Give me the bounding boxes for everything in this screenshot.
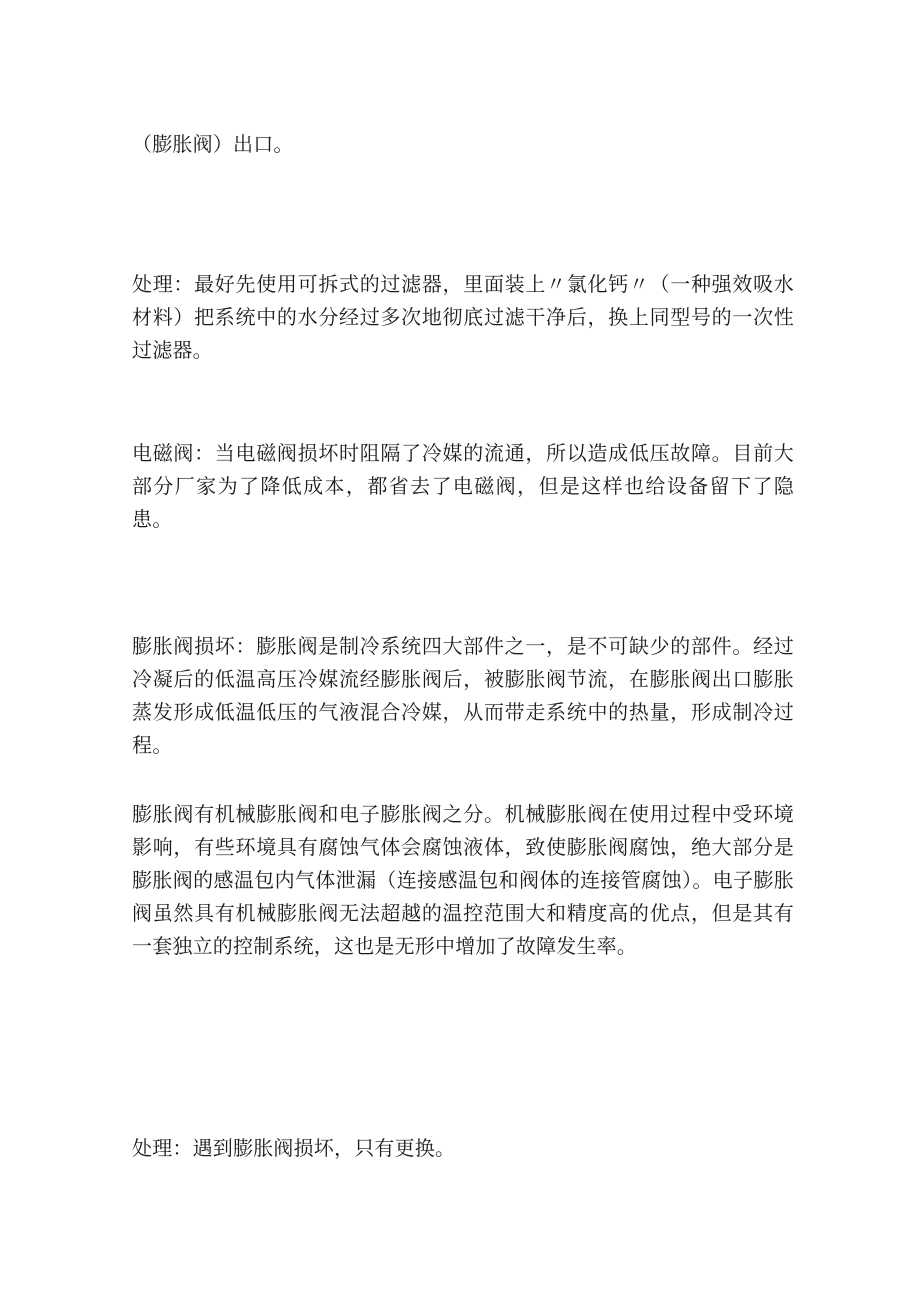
paragraph-expansion-valve-types: 膨胀阀有机械膨胀阀和电子膨胀阀之分。机械膨胀阀在使用过程中受环境影响，有些环境具有腐蚀气体会腐蚀液体，致使膨胀阀腐蚀，绝大部分是膨胀阀的感温包内气体泄漏（连接感温包和阀体的连接管腐蚀）。电子膨胀阀虽然具有机械膨胀阀无法超越的温控范围大和精度高的优点，但是其有一套独立的控制系统，这也是无形中增加了故障发生率。 [132,802,794,958]
paragraph-expansion-valve-outlet: （膨胀阀）出口。 [132,132,294,156]
paragraph-replacement-treatment: 处理：遇到膨胀阀损坏，只有更换。 [132,1136,456,1160]
paragraph-solenoid-valve: 电磁阀：当电磁阀损坏时阻隔了冷媒的流通，所以造成低压故障。目前大部分厂家为了降低成本，都省去了电磁阀，但是这样也给设备留下了隐患。 [132,441,794,531]
paragraph-expansion-valve-damage: 膨胀阀损坏：膨胀阀是制冷系统四大部件之一，是不可缺少的部件。经过冷凝后的低温高压冷媒流经膨胀阀后，被膨胀阀节流，在膨胀阀出口膨胀蒸发形成低温低压的气液混合冷媒，从而带走系统中的热量，形成制冷过程。 [132,634,794,757]
paragraph-filter-treatment: 处理：最好先使用可拆式的过滤器，里面装上〃氯化钙〃（一种强效吸水材料）把系统中的水分经过多次地彻底过滤干净后，换上同型号的一次性过滤器。 [132,272,794,362]
